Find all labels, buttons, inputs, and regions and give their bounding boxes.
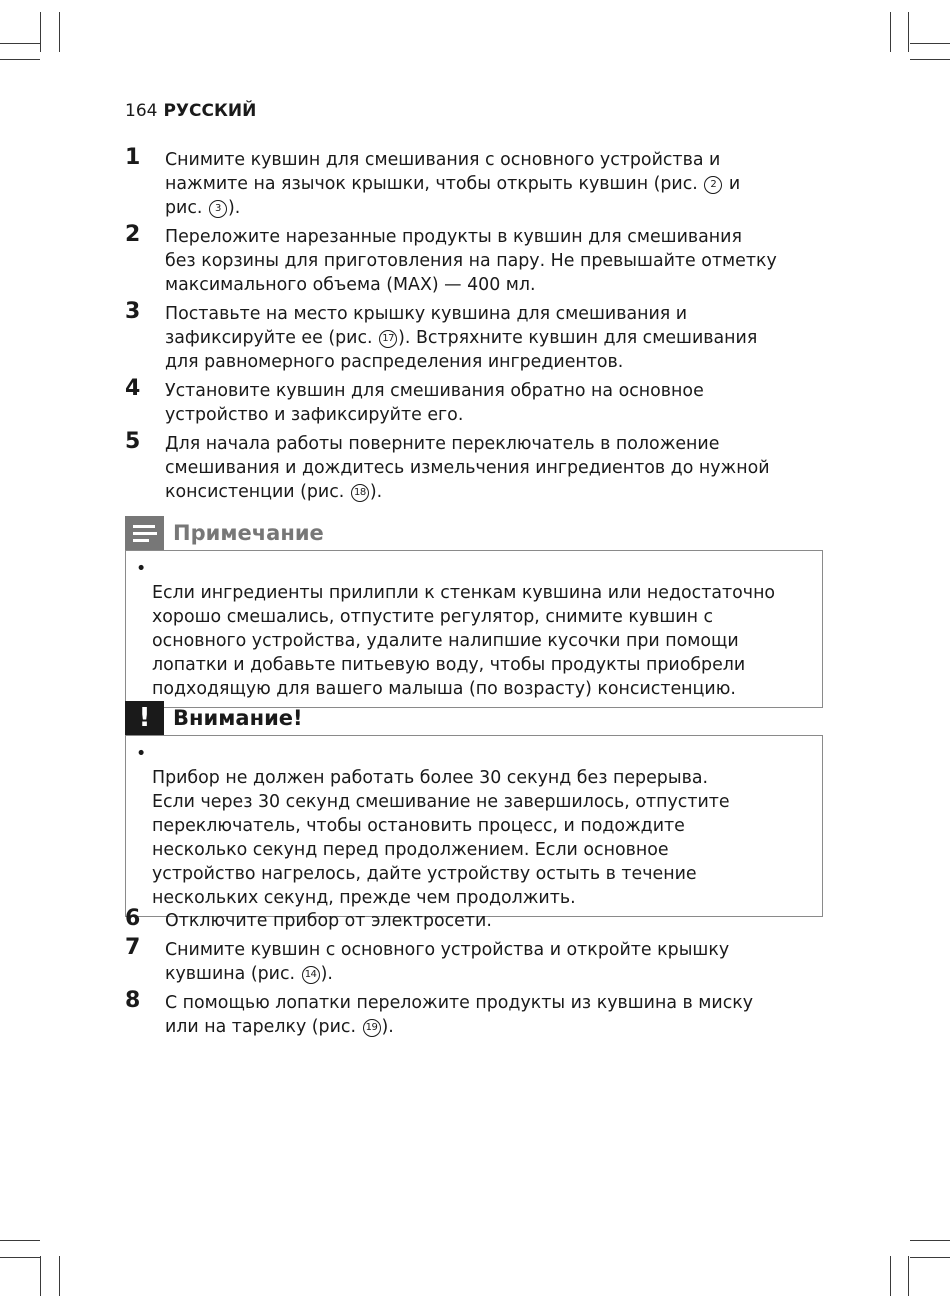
crop-mark [910,1240,950,1241]
step-number: 4 [125,376,141,401]
bullet-marker: • [136,744,147,764]
crop-mark [890,1256,891,1296]
crop-mark [910,43,950,44]
crop-mark [0,1257,40,1258]
step-text-part: ). [381,1017,394,1037]
step-text-part: и рис. [165,174,741,218]
step-text [165,432,825,504]
crop-mark [910,1257,950,1258]
warning-header [125,701,823,735]
warning-text: Прибор не должен работать более 30 секунд без перерыва. Если через 30 секунд смешивание не завершилось, отпустите переключатель, чтобы остановить процесс, и подождите несколько секунд перед продолжением. Если основное устройство нагрелось, дайте устройству остыть в течение нескольких секунд, прежде чем продолжить. [152,768,730,908]
crop-mark [908,1256,909,1296]
bullet-marker: • [136,559,147,579]
step-text-part: Отключите прибор от электросети. [165,911,492,931]
crop-mark [59,12,60,52]
step-number: 5 [125,429,141,454]
crop-mark [908,12,909,52]
note-text: Если ингредиенты прилипли к стенкам кувшина или недостаточно хорошо смешались, отпустите регулятор, снимите кувшин с основного устройства, удалите налипшие кусочки при помощи лопатки и добавьте питьевую воду, чтобы продукты приобрели подходящую для вашего малыша (по возрасту) консистенцию. [152,583,776,699]
crop-mark [40,12,41,52]
step-item [125,222,825,297]
crop-mark [0,59,40,60]
step-text [165,302,825,374]
step-item [125,299,825,374]
figure-ref: 3 [209,200,227,218]
step-text-part: С помощью лопатки переложите продукты из кувшина в миску или на тарелку (рис. [165,993,754,1037]
crop-mark [59,1256,60,1296]
figure-ref: 19 [363,1019,381,1037]
warning-title: Внимание! [173,706,303,730]
crop-mark [910,59,950,60]
step-text-part: Установите кувшин для смешивания обратно на основное устройство и зафиксируйте его. [165,381,704,425]
section-language: РУССКИЙ [163,101,257,121]
crop-mark [40,1256,41,1296]
note-body [125,550,823,708]
steps-list-1-5 [125,145,825,509]
step-text [165,909,825,933]
step-item [125,376,825,427]
step-text [165,991,825,1039]
step-text-part: ). Встряхните кувшин для смешивания для равномерного распределения ингредиентов. [165,328,758,372]
step-item [125,988,825,1039]
step-text-part: Переложите нарезанные продукты в кувшин для смешивания без корзины для приготовления на пару. Не превышайте отметку максимального объема (MAX) — 400 мл. [165,227,777,295]
warning-bullet-item [136,742,814,910]
exclamation-icon: ! [125,701,164,735]
step-text [165,379,825,427]
step-item [125,935,825,986]
page-header [125,100,256,122]
step-number: 7 [125,935,141,960]
step-text-part: ). [369,482,383,502]
step-text-part: Снимите кувшин с основного устройства и откройте крышку кувшина (рис. [165,940,730,984]
note-icon [125,516,164,550]
step-text-part: Для начала работы поверните переключатель в положение смешивания и дождитесь измельчения ингредиентов до нужной консистенции (рис. [165,434,770,502]
step-item [125,429,825,504]
step-number: 8 [125,988,141,1013]
step-number: 3 [125,299,141,324]
note-box [125,516,823,708]
warning-body [125,735,823,917]
step-text [165,225,825,297]
step-text-part: ). [227,198,241,218]
crop-mark [0,1240,40,1241]
step-item [125,906,825,933]
crop-mark [890,12,891,52]
figure-ref: 2 [704,176,722,194]
step-item [125,145,825,220]
figure-ref: 17 [379,330,397,348]
step-number: 2 [125,222,141,247]
figure-ref: 14 [302,966,320,984]
warning-box [125,701,823,917]
note-header [125,516,823,550]
step-text [165,148,825,220]
step-text [165,938,825,986]
step-text-part: Снимите кувшин для смешивания с основного устройства и нажмите на язычок крышки, чтобы открыть кувшин (рис. [165,150,721,194]
step-number: 1 [125,145,141,170]
step-text-part: ). [320,964,333,984]
step-number: 6 [125,906,141,931]
crop-mark [0,43,40,44]
note-title: Примечание [173,521,324,545]
figure-ref: 18 [351,484,369,502]
note-bullet-item [136,557,814,701]
step-text-part: Поставьте на место крышку кувшина для смешивания и зафиксируйте ее (рис. [165,304,688,348]
steps-list-6-8 [125,906,825,1044]
page-number: 164 [125,101,158,121]
